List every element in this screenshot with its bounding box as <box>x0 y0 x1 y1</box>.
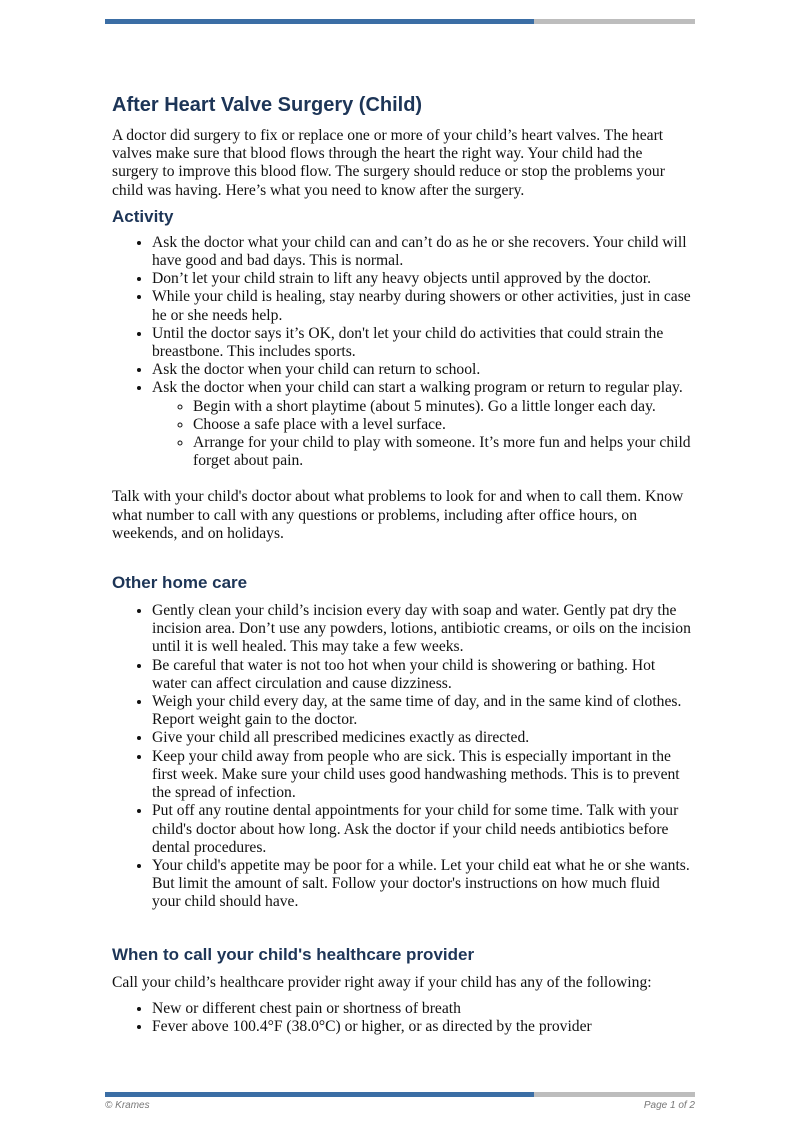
list-item: • Be careful that water is not too hot when your child is showering or bathing. Hot water can affect circulation and cause dizziness. <box>152 657 692 693</box>
footer-copyright: © Krames <box>105 1100 150 1111</box>
sublist-item: ◦ Choose a safe place with a level surface. <box>193 416 692 434</box>
home-care-list <box>112 602 692 911</box>
header-accent-bar-grey <box>534 19 695 24</box>
section-heading-home-care: Other home care <box>112 573 248 593</box>
activity-list <box>112 234 692 471</box>
list-item: • While your child is healing, stay nearby during showers or other activities, just in case he or she needs help. <box>152 288 692 324</box>
header-accent-bar-blue <box>105 19 534 24</box>
footer-accent-bar-blue <box>105 1092 534 1097</box>
section-heading-activity: Activity <box>112 206 174 226</box>
footer-accent-bar <box>105 1092 695 1097</box>
list-item-text: Ask the doctor when your child can start a walking program or return to regular play. <box>152 379 683 397</box>
list-item: • Put off any routine dental appointments for your child for some time. Talk with your child's doctor about how long. Ask the doctor if your child needs antibiotics before dental procedures. <box>152 802 692 857</box>
play-sublist <box>152 398 692 471</box>
when-to-call-list <box>112 1000 692 1036</box>
list-item: • Keep your child away from people who are sick. This is especially important in the first week. Make sure your child uses good handwashing methods. This is to prevent the spread of infection. <box>152 748 692 803</box>
list-item: • Your child's appetite may be poor for a while. Let your child eat what he or she wants. But limit the amount of salt. Follow your doctor's instructions on how much fluid your child should have. <box>152 857 692 912</box>
list-item: • Weigh your child every day, at the same time of day, and in the same kind of clothes. Report weight gain to the doctor. <box>152 693 692 729</box>
footer-accent-bar-grey <box>534 1092 695 1097</box>
list-item: • Don’t let your child strain to lift any heavy objects until approved by the doctor. <box>152 270 692 288</box>
page-footer <box>105 1100 695 1111</box>
list-item: • Ask the doctor when your child can return to school. <box>152 361 692 379</box>
intro-paragraph: A doctor did surgery to fix or replace one or more of your child’s heart valves. The heart valves make sure that blood flows through the heart the right way. Your child had the surgery to improve this blood flow. The surgery should reduce or stop the problems your child was having. Here’s what you need to know after the surgery. <box>112 127 665 199</box>
footer-page-number: Page 1 of 2 <box>643 1100 695 1111</box>
list-item: • Gently clean your child’s incision every day with soap and water. Gently pat dry the incision area. Don’t use any powders, lotions, antibiotic creams, or oils on the incision until it is well healed. This may take a few weeks. <box>152 602 692 657</box>
list-item: • Give your child all prescribed medicines exactly as directed. <box>152 729 692 747</box>
list-item: • New or different chest pain or shortness of breath <box>152 1000 692 1018</box>
list-item: • Fever above 100.4°F (38.0°C) or higher, or as directed by the provider <box>152 1018 692 1036</box>
list-item: • Ask the doctor what your child can and can’t do as he or she recovers. Your child will have good and bad days. This is normal. <box>152 234 692 270</box>
document-body <box>112 93 692 1036</box>
header-accent-bar <box>105 19 695 24</box>
list-item: • Until the doctor says it’s OK, don't let your child do activities that could strain the breastbone. This includes sports. <box>152 325 692 361</box>
list-item-with-sublist <box>152 379 692 470</box>
page-title: After Heart Valve Surgery (Child) <box>112 94 423 116</box>
sublist-item: ◦ Begin with a short playtime (about 5 minutes). Go a little longer each day. <box>193 398 692 416</box>
activity-note: Talk with your child's doctor about what problems to look for and when to call them. Know what number to call with any questions or problems, including after office hours, on weekends, and on holidays. <box>112 488 684 542</box>
section-heading-when-to-call: When to call your child's healthcare provider <box>112 944 475 964</box>
when-to-call-intro: Call your child’s healthcare provider right away if your child has any of the following: <box>112 973 652 991</box>
sublist-item: ◦ Arrange for your child to play with someone. It’s more fun and helps your child forget about pain. <box>193 434 692 470</box>
